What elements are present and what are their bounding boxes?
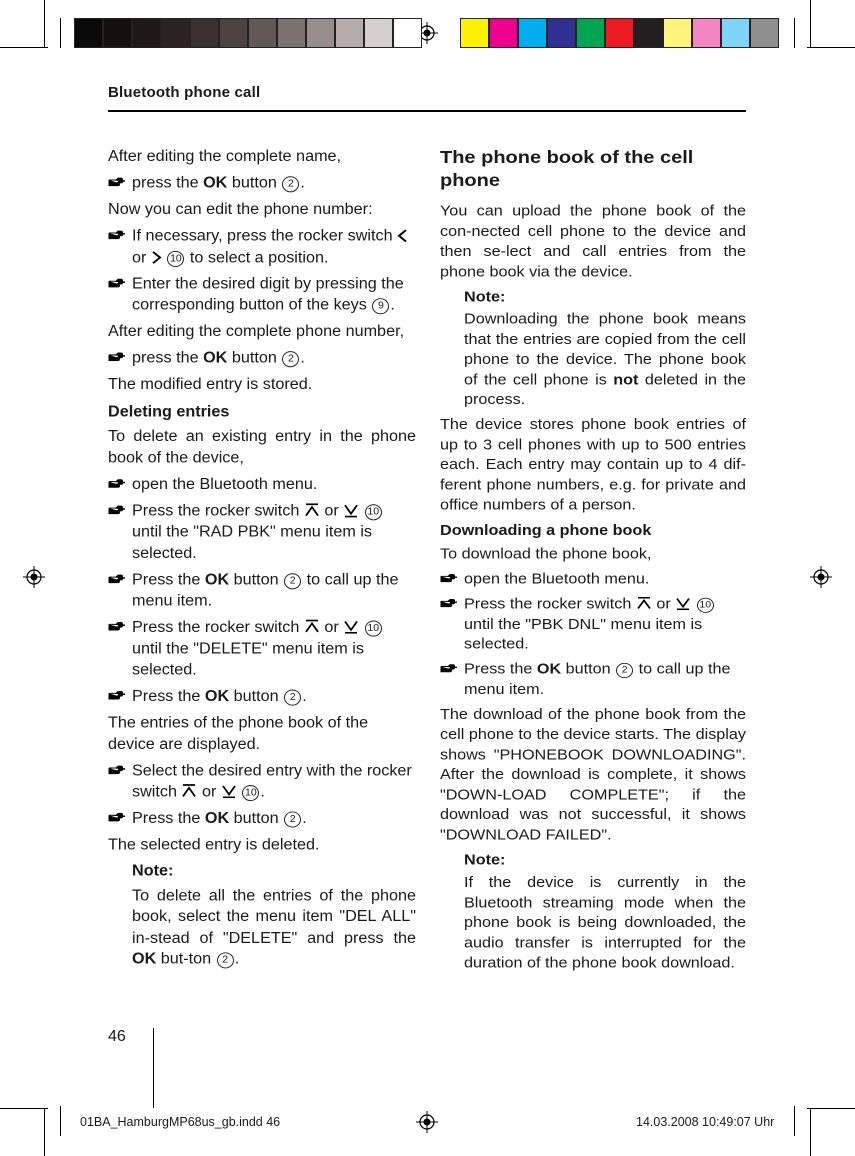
bullet-item: press the OK button 2 . <box>108 347 416 368</box>
pointing-hand-icon <box>108 278 126 289</box>
crop-mark <box>807 47 855 48</box>
pointing-hand-icon <box>108 352 126 363</box>
color-swatch <box>634 18 663 48</box>
bullet-item: Press the rocker switch or 10 until the "PBK DNL" menu item is selected. <box>440 594 746 654</box>
pointing-hand-icon <box>108 230 126 241</box>
bullet-item: Press the OK button 2 to call up the menu item. <box>108 569 416 612</box>
note-text: If the device is currently in the Bluetooth streaming mode when the phone book is being downloaded, the audio transfer is interrupted for the duration of the phone book download. <box>464 874 746 971</box>
pointing-hand-icon <box>108 812 126 823</box>
rocker-up-icon <box>636 597 652 610</box>
color-swatch <box>393 18 422 48</box>
note-title: Note: <box>464 851 506 868</box>
button-number-icon: 2 <box>282 176 299 192</box>
section-heading: Deleting entries <box>108 402 230 420</box>
page-number: 46 <box>108 1028 126 1045</box>
color-swatch <box>219 18 248 48</box>
gray-color-bar <box>74 18 422 48</box>
color-swatch <box>103 18 132 48</box>
crop-mark <box>794 18 795 48</box>
paragraph: The device stores phone book entries of up to 3 cell phones with up to 500 entries each. Each entry may contain up to 4 dif-ferent phone numbers, e.g. for private and office numbers of a person. <box>440 416 746 513</box>
slug-filename: 01BA_HamburgMP68us_gb.indd 46 <box>80 1115 281 1129</box>
page-title: The phone book of the cell phone <box>440 147 694 191</box>
note-title: Note: <box>132 862 174 880</box>
bullet-item: open the Bluetooth menu. <box>108 474 416 495</box>
paragraph: After editing the complete phone number, <box>108 322 405 340</box>
button-number-icon: 2 <box>616 663 633 678</box>
paragraph: The selected entry is deleted. <box>108 836 320 854</box>
color-swatch <box>277 18 306 48</box>
bullet-item: Press the rocker switch or 10 until the "DELETE" menu item is selected. <box>108 617 416 681</box>
color-swatch <box>306 18 335 48</box>
paragraph: The download of the phone book from the cell phone to the device starts. The display shows "PHONEBOOK DOWNLOADING". After the download is complete, it shows "DOWN-LOAD COMPLETE"; if the download was not successful, it shows "DOWNLOAD FAILED". <box>440 706 746 843</box>
color-swatch <box>489 18 518 48</box>
chevron-left-icon <box>397 229 408 242</box>
button-number-icon: 10 <box>167 250 184 266</box>
paragraph: Now you can edit the phone number: <box>108 200 373 218</box>
button-number-icon: 10 <box>697 598 714 613</box>
button-number-icon: 10 <box>365 504 382 520</box>
button-number-icon: 9 <box>372 298 389 314</box>
paragraph: To delete an existing entry in the phone book of the device, <box>108 427 416 466</box>
process-color-bar <box>460 18 779 48</box>
chevron-right-icon <box>151 250 162 263</box>
color-swatch <box>460 18 489 48</box>
crop-mark <box>807 1108 855 1109</box>
bullet-item: Select the desired entry with the rocker switch or 10 . <box>108 760 416 803</box>
pointing-hand-icon <box>108 574 126 585</box>
button-number-icon: 10 <box>242 785 259 801</box>
note-box <box>440 287 746 410</box>
button-number-icon: 2 <box>217 952 234 968</box>
bullet-item: If necessary, press the rocker switch or 10 to select a position. <box>108 225 416 268</box>
note-text: To delete all the entries of the phone book, select the menu item "DEL ALL" in-stead of "DELETE" and press the OK but-ton 2 . <box>132 886 416 968</box>
paragraph: After editing the complete name, <box>108 147 342 165</box>
crop-mark <box>794 1106 795 1136</box>
pointing-hand-icon <box>108 478 126 489</box>
color-swatch <box>518 18 547 48</box>
right-column <box>440 146 746 978</box>
pointing-hand-icon <box>108 177 126 188</box>
pointing-hand-icon <box>108 505 126 516</box>
button-number-icon: 2 <box>284 573 301 589</box>
header-rule <box>108 110 746 112</box>
note-box <box>108 861 416 970</box>
bullet-item: Press the OK button 2 . <box>108 808 416 829</box>
crop-mark <box>44 0 45 48</box>
color-swatch <box>190 18 219 48</box>
color-swatch <box>132 18 161 48</box>
paragraph: To download the phone book, <box>440 545 652 562</box>
left-column <box>108 146 416 975</box>
registration-mark-icon <box>416 1111 438 1133</box>
button-number-icon: 2 <box>284 690 301 706</box>
paragraph: You can upload the phone book of the con-nected cell phone to the device and then se-lect and call entries from the phone book via the device. <box>440 203 746 280</box>
rocker-down-icon <box>343 503 359 517</box>
rocker-up-icon <box>304 503 320 517</box>
color-swatch <box>663 18 692 48</box>
paragraph: The modified entry is stored. <box>108 375 313 393</box>
note-text: Downloading the phone book means that the entries are copied from the cell phone to the device. The phone book of the cell phone is not deleted in the process. <box>464 311 747 408</box>
pointing-hand-icon <box>108 690 126 701</box>
rocker-down-icon <box>675 597 691 610</box>
crop-mark <box>0 47 48 48</box>
crop-mark <box>810 0 811 48</box>
bullet-item: Enter the desired digit by pressing the corresponding button of the keys 9 . <box>108 273 416 316</box>
pointing-hand-icon <box>440 574 458 585</box>
color-swatch <box>161 18 190 48</box>
note-box <box>440 850 746 973</box>
gutter-line <box>153 1028 154 1108</box>
bullet-item: Press the OK button 2 to call up the menu item. <box>440 659 746 699</box>
paragraph: The entries of the phone book of the device are displayed. <box>108 714 369 753</box>
button-number-icon: 2 <box>284 811 301 827</box>
registration-mark-icon <box>810 566 832 588</box>
color-swatch <box>721 18 750 48</box>
pointing-hand-icon <box>108 621 126 632</box>
running-header: Bluetooth phone call <box>108 84 261 101</box>
rocker-up-icon <box>181 784 197 798</box>
button-number-icon: 2 <box>282 351 299 367</box>
color-swatch <box>750 18 779 48</box>
note-title: Note: <box>464 288 506 305</box>
crop-mark <box>60 1106 61 1136</box>
color-swatch <box>248 18 277 48</box>
rocker-down-icon <box>221 784 237 798</box>
crop-mark <box>44 1108 45 1156</box>
bullet-item: press the OK button 2 . <box>108 172 416 193</box>
crop-mark <box>810 1108 811 1156</box>
section-heading: Downloading a phone book <box>440 522 652 539</box>
bullet-item: Press the OK button 2 . <box>108 686 416 707</box>
crop-mark <box>0 1108 48 1109</box>
slug-timestamp: 14.03.2008 10:49:07 Uhr <box>636 1115 775 1129</box>
color-swatch <box>364 18 393 48</box>
color-swatch <box>547 18 576 48</box>
rocker-up-icon <box>304 620 320 634</box>
bullet-item: Press the rocker switch or 10 until the "RAD PBK" menu item is selected. <box>108 500 416 564</box>
color-swatch <box>576 18 605 48</box>
button-number-icon: 10 <box>365 621 382 637</box>
color-swatch <box>692 18 721 48</box>
pointing-hand-icon <box>108 765 126 776</box>
pointing-hand-icon <box>440 664 458 675</box>
bullet-item: open the Bluetooth menu. <box>440 569 746 589</box>
pointing-hand-icon <box>440 599 458 610</box>
registration-mark-icon <box>23 566 45 588</box>
crop-mark <box>60 18 61 48</box>
color-swatch <box>335 18 364 48</box>
color-swatch <box>605 18 634 48</box>
color-swatch <box>74 18 103 48</box>
rocker-down-icon <box>343 620 359 634</box>
